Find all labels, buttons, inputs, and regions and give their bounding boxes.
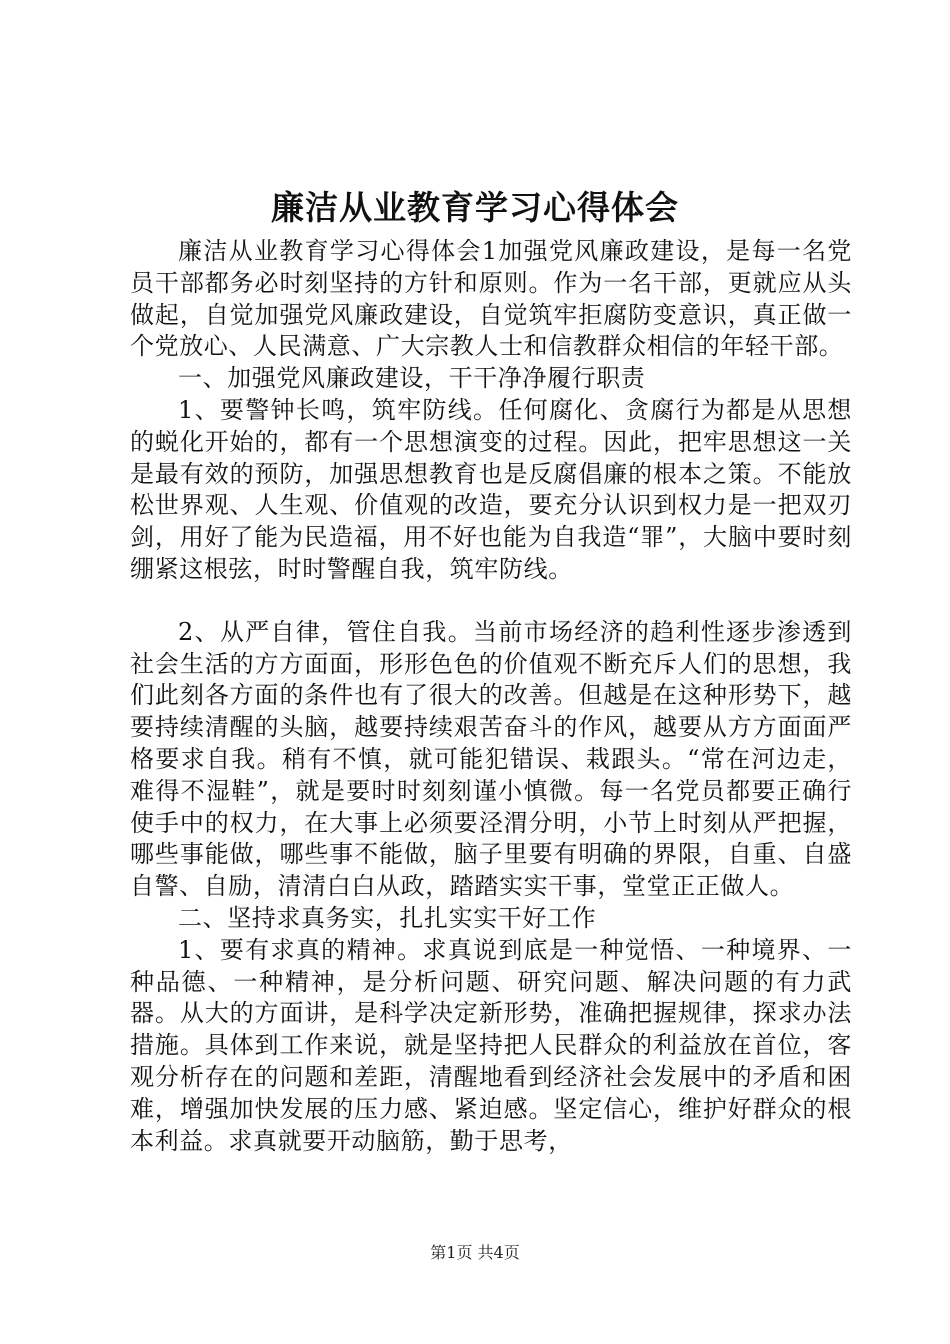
section-heading-1: 一、加强党风廉政建设，干干净净履行职责 [178,364,646,393]
paragraph-1-2: 2、从严自律，管住自我。当前市场经济的趋利性逐步渗透到社会生活的方方面面，形形色色的价值观不断充斥人们的思想，我们此刻各方面的条件也有了很大的改善。但越是在这种形势下，越要持续清醒的头脑，越要持续艰苦奋斗的作风，越要从方方面面严格要求自我。稍有不慎，就可能犯错误、栽跟头。“常在河边走，难得不湿鞋”，就是要时时刻刻谨小慎微。每一名党员都要正确行使手中的权力，在大事上必须要泾渭分明，小节上时刻从严把握，哪些事能做，哪些事不能做，脑子里要有明确的界限，自重、自盛自警、自励，清清白白从政，踏踏实实干事，堂堂正正做人。 [130,617,852,901]
paragraph-1-1: 1、要警钟长鸣，筑牢防线。任何腐化、贪腐行为都是从思想的蜕化开始的，都有一个思想演变的过程。因此，把牢思想这一关是最有效的预防，加强思想教育也是反腐倡廉的根本之策。不能放松世界观、人生观、价值观的改造，要充分认识到权力是一把双刃剑，用好了能为民造福，用不好也能为自我造“罪”，大脑中要时刻绷紧这根弦，时时警醒自我，筑牢防线。 [130,395,852,583]
document-title: 廉洁从业教育学习心得体会 [271,188,679,227]
page-footer: 第1页 共4页 [430,1243,520,1262]
paragraph-2-1: 1、要有求真的精神。求真说到底是一种觉悟、一种境界、一种品德、一种精神，是分析问题、研究问题、解决问题的有力武器。从大的方面讲，是科学决定新形势，准确把握规律，探求办法措施。具体到工作来说，就是坚持把人民群众的利益放在首位，客观分析存在的问题和差距，清醒地看到经济社会发展中的矛盾和困难，增强加快发展的压力感、紧迫感。坚定信心，维护好群众的根本利益。求真就要开动脑筋，勤于思考， [130,935,852,1155]
document-body [130,236,852,1157]
paragraph-intro: 廉洁从业教育学习心得体会1加强党风廉政建设，是每一名党员干部都务必时刻坚持的方针和原则。作为一名干部，更就应从头做起，自觉加强党风廉政建设，自觉筑牢拒腐防变意识，真正做一个党放心、人民满意、广大宗教人士和信教群众相信的年轻干部。 [130,237,852,361]
section-heading-2: 二、坚持求真务实，扎扎实实干好工作 [178,903,597,932]
